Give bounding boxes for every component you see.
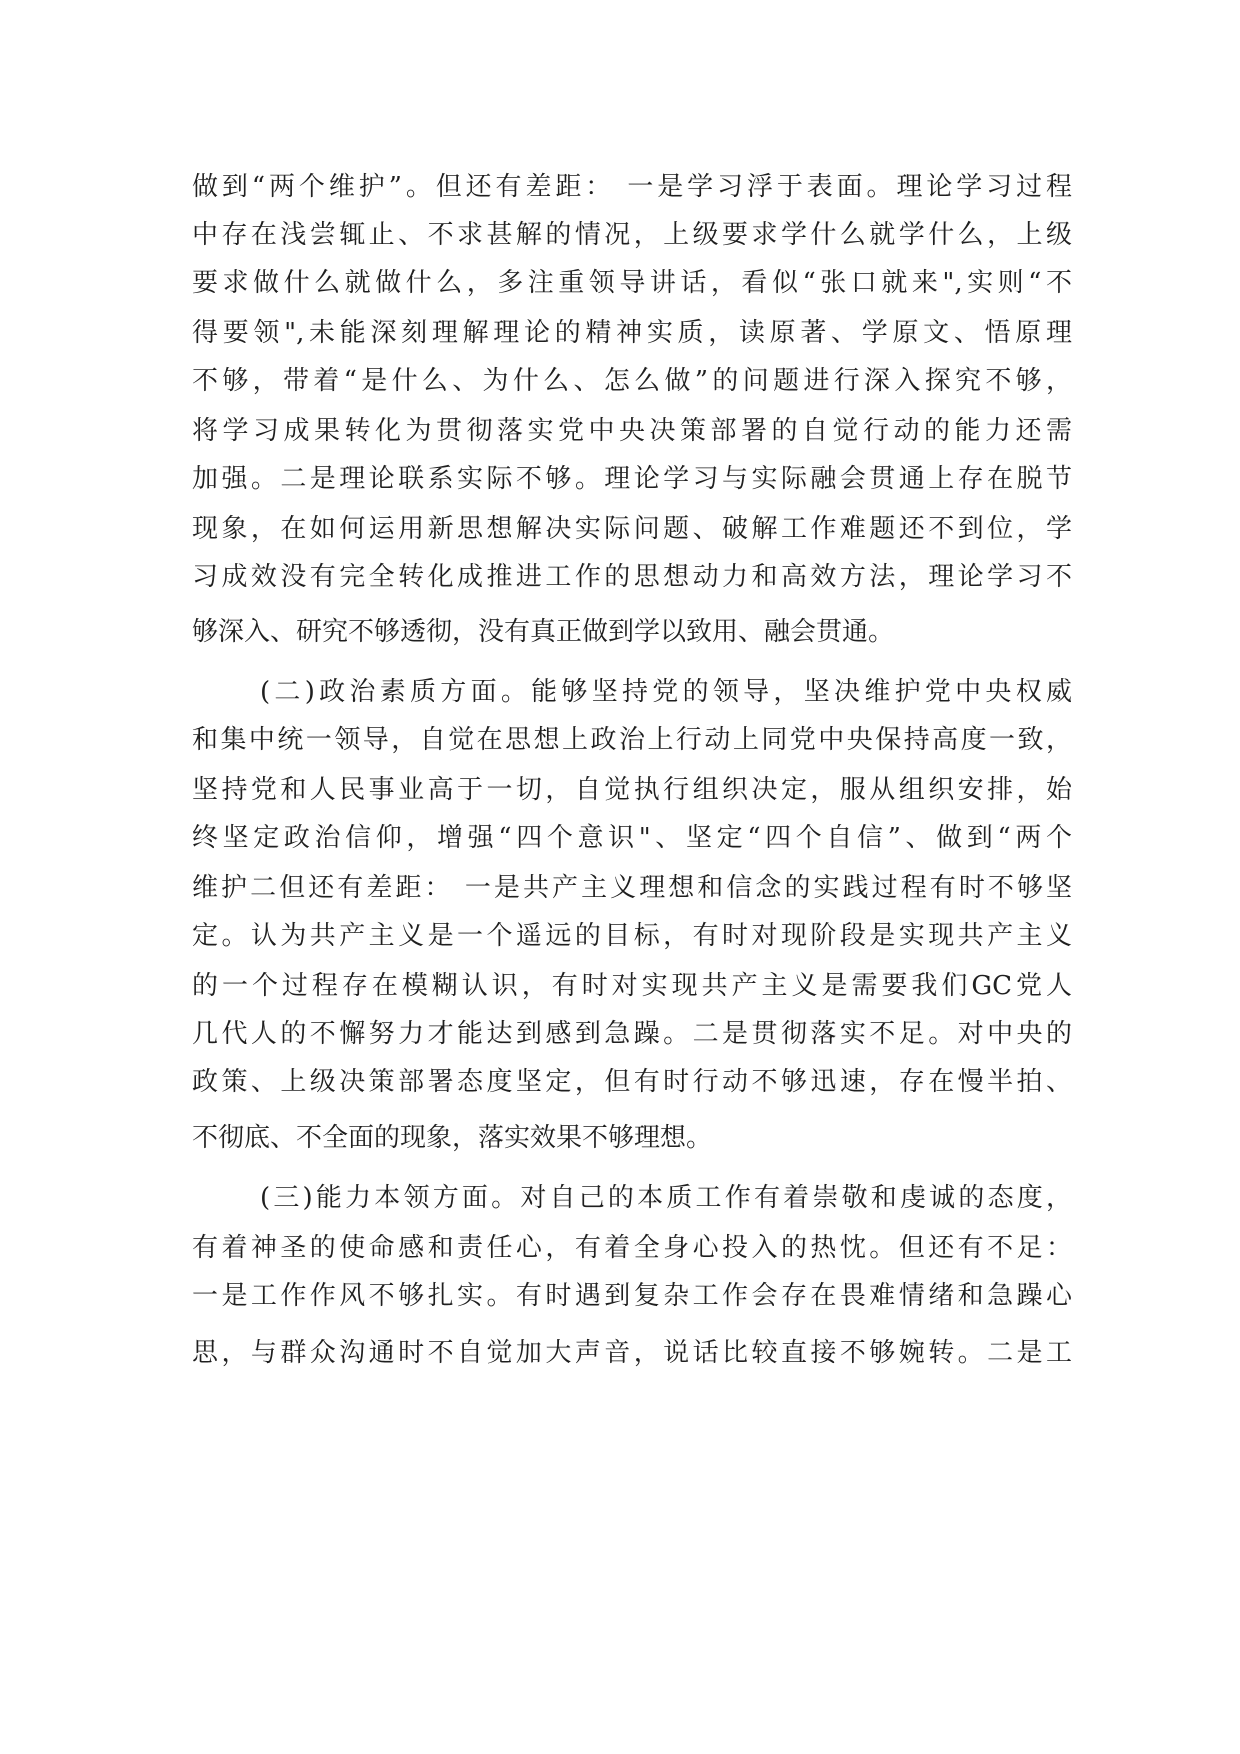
text-line: 一是工作作风不够扎实。有时遇到复杂工作会存在畏难情绪和急躁心: [192, 1281, 1072, 1311]
text-line: 得要领",未能深刻理解理论的精神实质，读原著、学原文、悟原理: [192, 318, 1072, 348]
text-line: 有着神圣的使命感和责任心，有着全身心投入的热忱。但还有不足：: [192, 1233, 1072, 1263]
text-line: 和集中统一领导，自觉在思想上政治上行动上同党中央保持高度一致，: [192, 725, 1072, 755]
text-line: 不彻底、不全面的现象，落实效果不够理想。: [192, 1123, 713, 1153]
text-line: 要求做什么就做什么，多注重领导讲话，看似“张口就来",实则“不: [192, 268, 1072, 298]
text-line: 中存在浅尝辄止、不求甚解的情况，上级要求学什么就学什么，上级: [192, 220, 1072, 250]
text-line: 定。认为共产主义是一个遥远的目标，有时对现阶段是实现共产主义: [192, 921, 1072, 951]
text-line: 习成效没有完全转化成推进工作的思想动力和高效方法，理论学习不: [192, 562, 1072, 592]
text-line: 现象，在如何运用新思想解决实际问题、破解工作难题还不到位，学: [192, 514, 1072, 544]
text-line: 够深入、研究不够透彻，没有真正做到学以致用、融会贯通。: [192, 617, 895, 647]
text-line: 的一个过程存在模糊认识，有时对实现共产主义是需要我们GC党人: [192, 971, 1072, 1001]
text-line: 终坚定政治信仰，增强“四个意识"、坚定“四个自信”、做到“两个: [192, 823, 1072, 853]
text-line: 政策、上级决策部署态度坚定，但有时行动不够迅速，存在慢半拍、: [192, 1067, 1072, 1097]
text-line: 不够，带着“是什么、为什么、怎么做”的问题进行深入探究不够，: [192, 366, 1072, 396]
text-line: 加强。二是理论联系实际不够。理论学习与实际融会贯通上存在脱节: [192, 464, 1072, 494]
text-line: 几代人的不懈努力才能达到感到急躁。二是贯彻落实不足。对中央的: [192, 1019, 1072, 1049]
text-line: 坚持党和人民事业高于一切，自觉执行组织决定，服从组织安排，始: [192, 775, 1072, 805]
paragraph-heading-ability: (三)能力本领方面。对自己的本质工作有着崇敬和虔诚的态度，: [260, 1183, 1072, 1213]
text-line: 将学习成果转化为贯彻落实党中央决策部署的自觉行动的能力还需: [192, 416, 1072, 446]
text-line: 思，与群众沟通时不自觉加大声音，说话比较直接不够婉转。二是工: [192, 1338, 1072, 1368]
paragraph-heading-political-quality: (二)政治素质方面。能够坚持党的领导，坚决维护党中央权威: [260, 677, 1072, 707]
text-line: 做到“两个维护”。但还有差距： 一是学习浮于表面。理论学习过程: [192, 172, 1072, 202]
text-line: 维护二但还有差距： 一是共产主义理想和信念的实践过程有时不够坚: [192, 873, 1072, 903]
